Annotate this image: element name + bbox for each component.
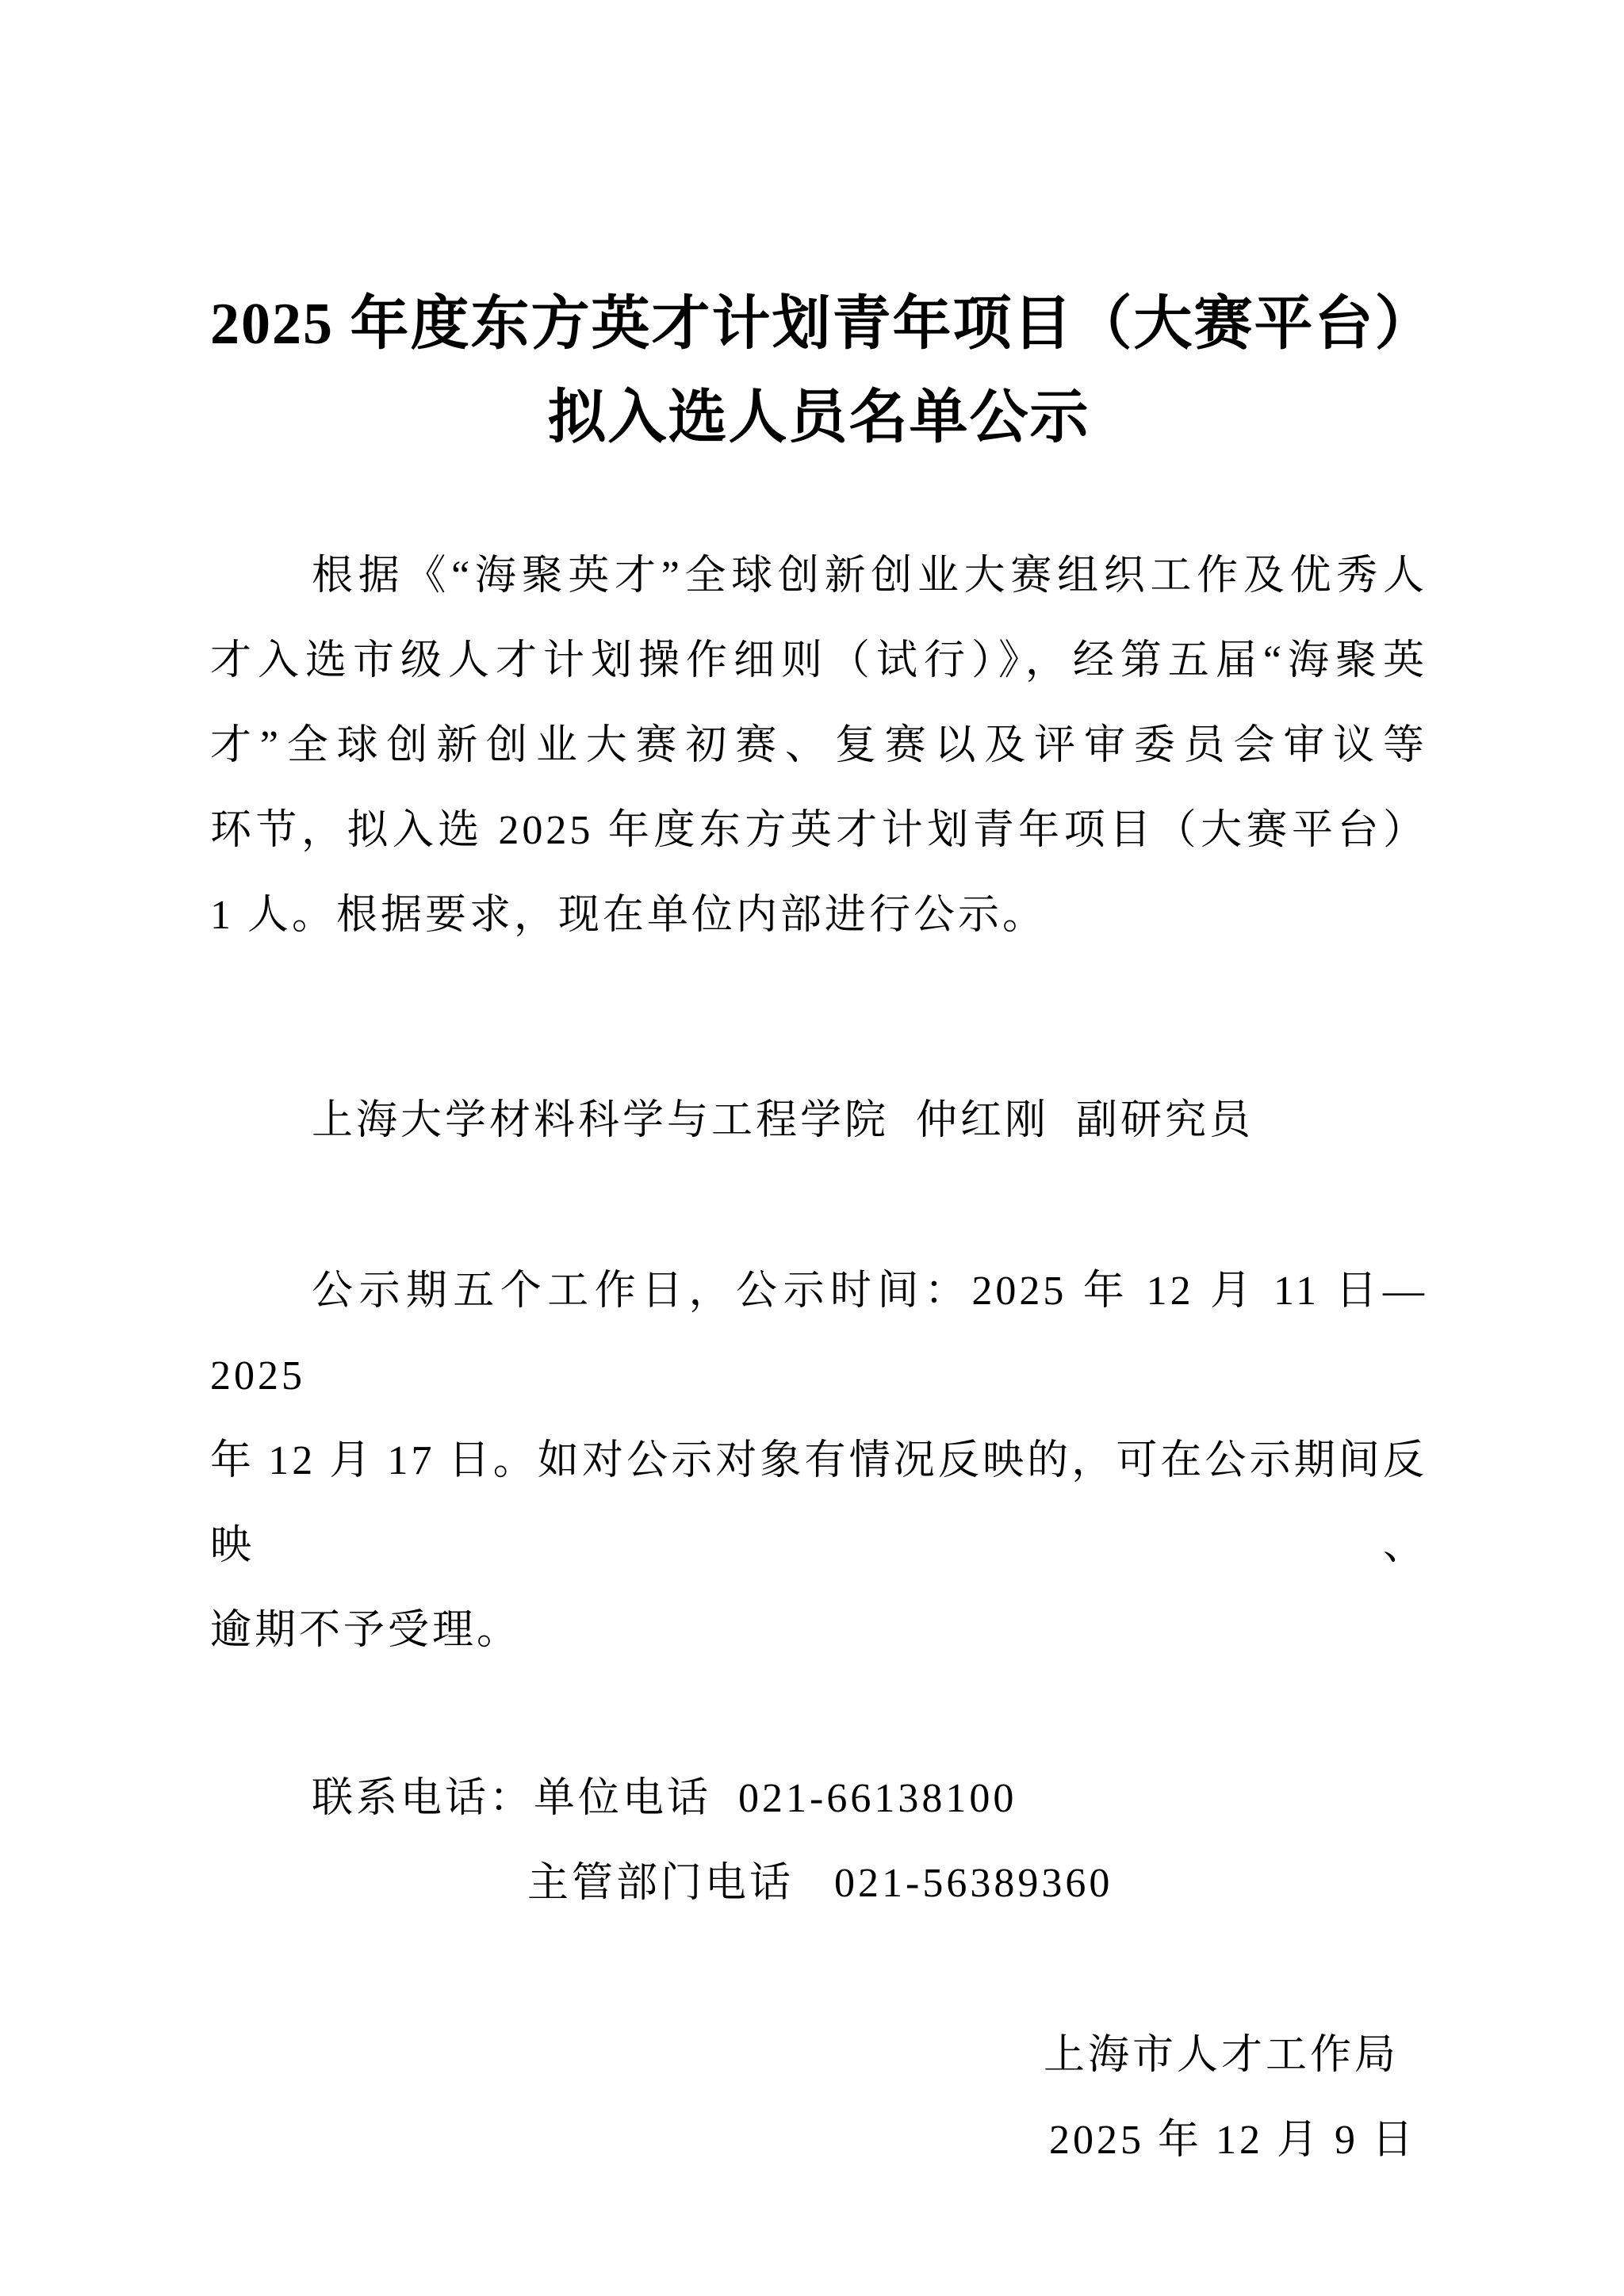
signature-organization: 上海市人才工作局	[1043, 2033, 1399, 2078]
text-line: 公示期五个工作日，公示时间：2025 年 12 月 11 日—2025	[210, 1269, 1427, 1399]
candidate-line: 上海大学材料科学与工程学院 仲红刚 副研究员	[312, 1098, 1254, 1143]
page-title-line-1: 2025 年度东方英才计划青年项目（大赛平台）	[210, 292, 1435, 357]
text-line: 环节，拟入选 2025 年度东方英才计划青年项目（大赛平台）	[210, 808, 1427, 853]
contact-line-dept-phone: 主管部门电话 021-56389360	[527, 1861, 1113, 1906]
signature-block	[210, 2013, 1427, 2183]
text-line: 根据《“海聚英才”全球创新创业大赛组织工作及优秀人	[312, 553, 1427, 599]
text-line: 才”全球创新创业大赛初赛、复赛以及评审委员会审议等	[210, 723, 1427, 768]
intro-paragraph	[210, 534, 1427, 958]
page-title-line-2: 拟入选人员名单公示	[547, 385, 1090, 450]
page-title	[210, 277, 1435, 465]
text-line: 1 人。根据要求，现在单位内部进行公示。	[210, 893, 1048, 938]
text-line: 才入选市级人才计划操作细则（试行）》，经第五届“海聚英	[210, 638, 1427, 683]
signature-date: 2025 年 12 月 9 日	[1048, 2118, 1416, 2163]
text-line: 逾期不予受理。	[210, 1608, 522, 1653]
contact-line-unit-phone: 联系电话：单位电话 021-66138100	[312, 1776, 1017, 1821]
contact-block	[210, 1756, 1427, 1926]
text-line: 年 12 月 17 日。如对公示对象有情况反映的，可在公示期间反映、	[210, 1438, 1427, 1568]
notice-paragraph	[210, 1249, 1427, 1673]
